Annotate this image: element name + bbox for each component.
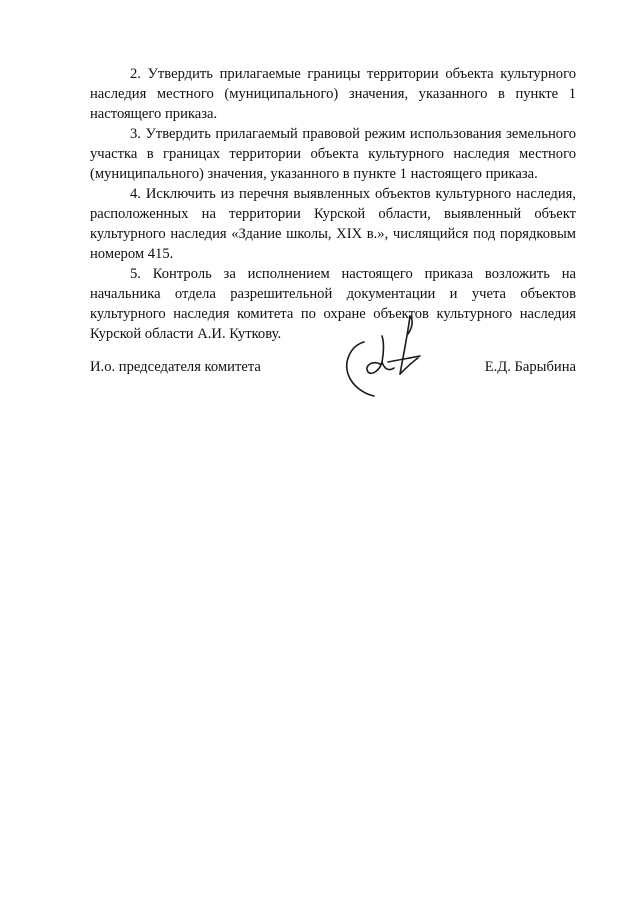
signatory-role: И.о. председателя комитета xyxy=(90,359,261,375)
paragraph-item-2: 2. Утвердить прилагаемые границы территории объекта культурного наследия местного (муниципального) значения, указанного в пункте 1 настоящего приказа. xyxy=(90,66,576,122)
signature-block xyxy=(90,357,576,377)
paragraph-item-5: 5. Контроль за исполнением настоящего приказа возложить на начальника отдела разрешительной документации и учета объектов культурного наследия комитета по охране объектов культурного наследия Курской области А.И. Куткову. xyxy=(90,266,576,342)
handwritten-signature xyxy=(340,312,440,400)
paragraph-item-3: 3. Утвердить прилагаемый правовой режим использования земельного участка в границах территории объекта культурного наследия местного (муниципального) значения, указанного в пункте 1 настоящего приказа. xyxy=(90,126,576,182)
signatory-name: Е.Д. Барыбина xyxy=(484,359,576,375)
document-body xyxy=(90,64,576,344)
paragraph-item-4: 4. Исключить из перечня выявленных объектов культурного наследия, расположенных на территории Курской области, выявленный объект культурного наследия «Здание школы, XIX в.», числящийся под порядковым номером 415. xyxy=(90,186,576,262)
